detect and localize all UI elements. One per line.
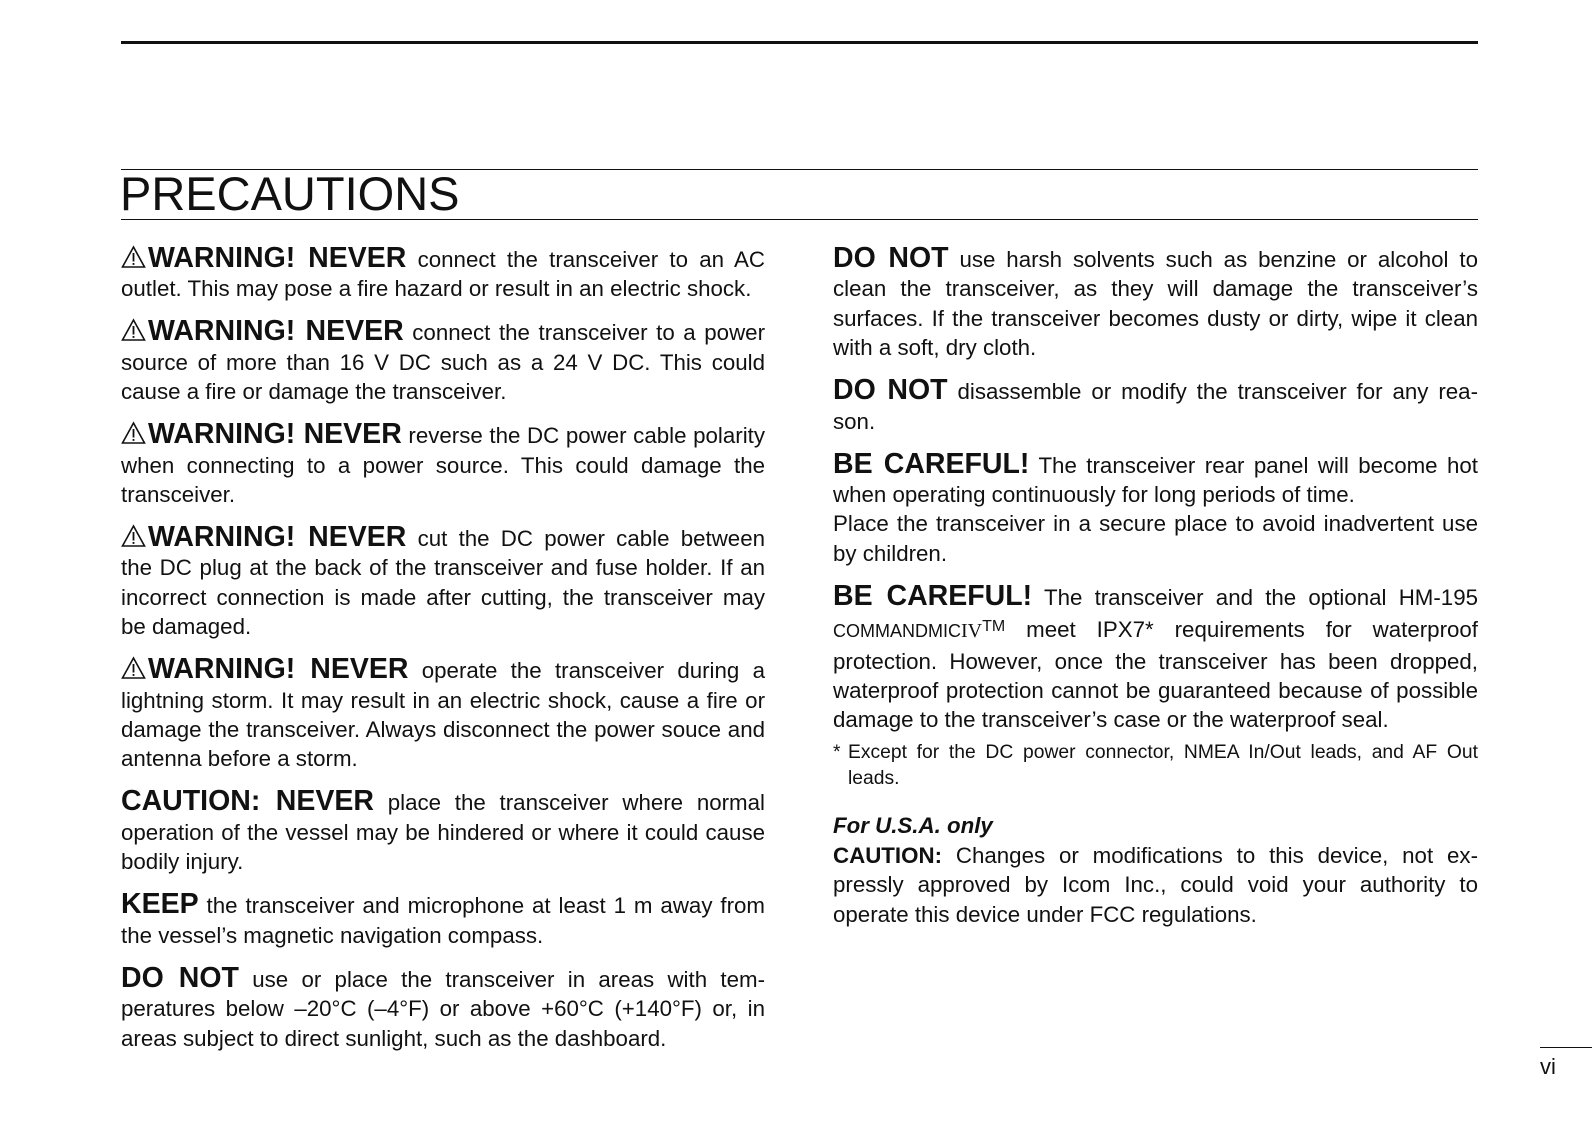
top-rule xyxy=(121,41,1478,44)
precaution-lead xyxy=(121,242,406,274)
precaution-lead xyxy=(121,418,402,450)
precaution-lead: DO NOT xyxy=(833,242,949,274)
precaution-paragraph xyxy=(121,523,765,642)
precaution-paragraph xyxy=(121,317,765,406)
precaution-lead: CAUTION: NEVER xyxy=(121,785,374,818)
precaution-text: cut the DC power cable between the DC plug at the back of the transceiver and fuse holder. If an incorrect connection is made after cutting, the transceiver may be damaged. xyxy=(121,526,765,640)
precaution-text: use or place the transceiver in areas with temperatures below –20°C (–4°F) or above +60°C (+140°F) or, in areas subject to direct sunlight, such as the dashboard. xyxy=(121,966,765,1051)
precaution-lead: BE CAREFUL! xyxy=(833,579,1033,612)
title-rule-bottom xyxy=(121,219,1478,220)
precaution-lead xyxy=(121,653,408,685)
footnote-marker: * xyxy=(833,742,841,764)
precaution-text: use harsh solvents such as benzine or alcohol to clean the transceiver, as they will damage the transceiver’s surfaces. If the transceiver becomes dusty or dirty, wipe it clean with a soft, dry cloth. xyxy=(833,247,1479,361)
precaution-text: connect the transceiver to an AC outlet. This may pose a fire hazard or result in an electric shock. xyxy=(121,247,765,302)
commandmic-brand-roman: IV xyxy=(961,620,983,643)
left-column xyxy=(121,244,765,1067)
precaution-text: operate the transceiver during a lightning storm. It may result in an electric shock, cause a fire or damage the transceiver. Always disconnect the power souce and antenna before a storm. xyxy=(121,658,765,772)
precaution-text: The transceiver and the optional HM-195 xyxy=(1032,584,1478,610)
precaution-text: place the transceiver where normal operation of the vessel may be hindered or where it could cause bodily injury. xyxy=(121,790,765,875)
footnote-text: Except for the DC power connector, NMEA In/Out leads, and AF Out leads. xyxy=(848,742,1478,789)
right-column xyxy=(833,244,1478,943)
precaution-lead-text: WARNING! NEVER xyxy=(148,242,407,274)
usa-only-heading: For U.S.A. only xyxy=(833,813,993,839)
precaution-text: The transceiver rear panel will become hot when operating continuously for long periods of time. xyxy=(833,452,1479,508)
warning-triangle-icon xyxy=(121,656,146,680)
fcc-caution-lead: CAUTION: xyxy=(833,842,942,868)
precaution-paragraph xyxy=(121,961,765,1053)
precaution-lead: KEEP xyxy=(121,888,199,921)
precaution-paragraph xyxy=(833,447,1479,569)
warning-triangle-icon xyxy=(121,421,146,445)
precaution-paragraph xyxy=(833,244,1478,363)
precaution-lead: BE CAREFUL! xyxy=(833,447,1030,480)
precaution-paragraph xyxy=(121,787,765,876)
page-title: PRECAUTIONS xyxy=(120,167,460,220)
precaution-paragraph xyxy=(121,655,765,774)
precaution-paragraph xyxy=(121,244,765,304)
precaution-text-continued: Place the transceiver in a secure place to avoid inadvertent use by children. xyxy=(833,511,1478,566)
fcc-caution-text: Changes or modifications to this device, not expressly approved by Icom Inc., could void your authority to operate this device under FCC regulations. xyxy=(833,842,1478,927)
precaution-paragraph xyxy=(121,890,765,950)
precaution-lead xyxy=(121,521,406,553)
page-number-rule xyxy=(1540,1047,1592,1048)
precaution-lead: DO NOT xyxy=(833,374,948,407)
fcc-caution-paragraph xyxy=(833,841,1478,929)
precaution-paragraph xyxy=(833,376,1478,436)
precaution-text: meet IPX7* requirements for waterproof protection. However, once the transceiver has been dropped, waterproof protection cannot be guaranteed because of possible damage to the transceiver’s case or the waterproof seal. xyxy=(833,617,1478,733)
waterproof-paragraph xyxy=(833,579,1478,735)
warning-triangle-icon xyxy=(121,245,146,269)
page-number: vi xyxy=(1540,1054,1556,1079)
precaution-text: connect the transceiver to a power source of more than 16 V DC such as a 24 V DC. This could cause a fire or damage the transceiver. xyxy=(121,320,765,405)
precaution-text: the transceiver and microphone at least 1 m away from the vessel’s magnetic navigation compass. xyxy=(121,893,765,948)
footnote xyxy=(833,740,1478,791)
precaution-lead xyxy=(121,315,404,347)
precaution-lead: DO NOT xyxy=(121,961,239,994)
precaution-text: reverse the DC power cable polarity when connecting to a power source. This could damage the transceiver. xyxy=(121,423,765,508)
precaution-lead-text: WARNING! NEVER xyxy=(148,521,407,554)
precaution-lead-text: WARNING! NEVER xyxy=(148,653,409,686)
warning-triangle-icon xyxy=(121,524,146,548)
warning-triangle-icon xyxy=(121,318,146,342)
commandmic-brand: COMMANDMIC xyxy=(833,621,961,642)
precaution-lead-text: WARNING! NEVER xyxy=(148,315,404,348)
precaution-lead-text: WARNING! NEVER xyxy=(148,418,402,451)
precaution-paragraph xyxy=(121,420,765,509)
precaution-text: disassemble or modify the transceiver for any reason. xyxy=(833,379,1478,434)
trademark-mark: TM xyxy=(982,618,1006,636)
